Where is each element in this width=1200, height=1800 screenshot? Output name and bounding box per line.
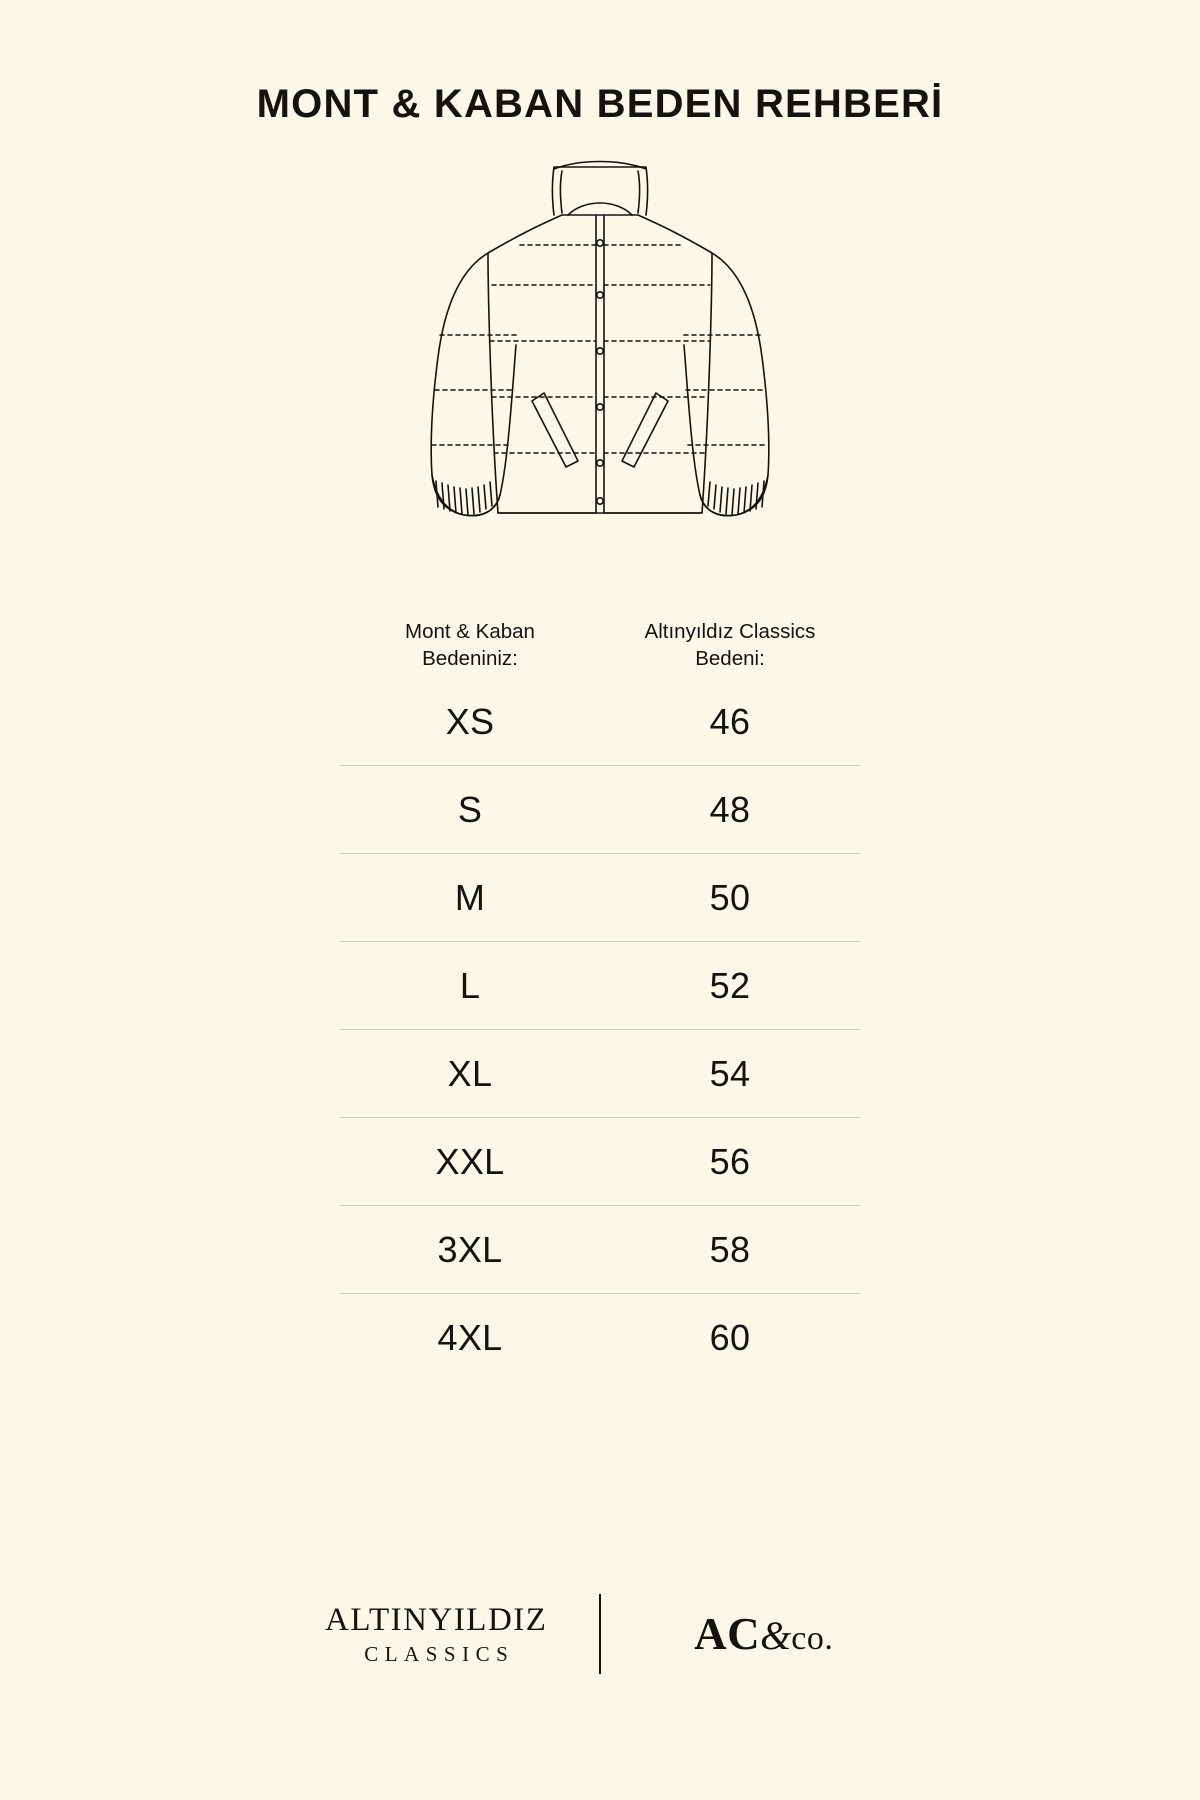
brand-name-line2: CLASSICS [364,1641,515,1666]
table-body [340,678,860,1381]
cell-code: 48 [709,788,751,830]
brand-ampersand: & [760,1613,792,1658]
header-your-size [340,618,600,672]
cell-code: 58 [709,1228,751,1270]
table-row [340,1118,860,1206]
header-your-size-line2: Bedeniniz: [422,647,518,671]
cell-size: L [459,964,481,1006]
brand-co: co. [791,1620,834,1657]
cell-size: 4XL [437,1316,503,1358]
table-header-row [340,618,860,678]
header-brand-size-line1: Altınyıldız Classics [644,620,816,643]
header-your-size-line1: Mont & Kaban [405,620,535,643]
header-brand-size [600,618,860,672]
cell-code: 60 [709,1316,751,1358]
puffer-jacket-illustration [340,145,860,600]
brand-ac: AC [694,1609,761,1659]
logo-divider [599,1594,601,1674]
header-brand-size-line2: Bedeni: [695,647,765,671]
altinyildiz-classics-logo [307,1602,565,1667]
table-row [340,1206,860,1294]
brand-name-line1: ALTINYILDIZ [325,1601,548,1638]
table-row [340,766,860,854]
page-title: MONT & KABAN BEDEN REHBERİ [256,82,944,126]
cell-code: 52 [709,964,751,1006]
table-row [340,1294,860,1381]
footer-logos [0,1594,1200,1674]
table-row [340,942,860,1030]
ac-and-co-logo [635,1608,893,1660]
cell-size: S [457,788,483,830]
size-table [340,618,860,1381]
cell-code: 46 [709,700,751,742]
table-row [340,678,860,766]
cell-size: XL [447,1052,493,1094]
cell-size: M [454,876,486,918]
cell-size: 3XL [437,1228,503,1270]
cell-size: XS [445,700,495,742]
cell-code: 54 [709,1052,751,1094]
cell-code: 56 [709,1140,751,1182]
table-row [340,854,860,942]
table-row [340,1030,860,1118]
cell-code: 50 [709,876,751,918]
cell-size: XXL [435,1140,505,1182]
